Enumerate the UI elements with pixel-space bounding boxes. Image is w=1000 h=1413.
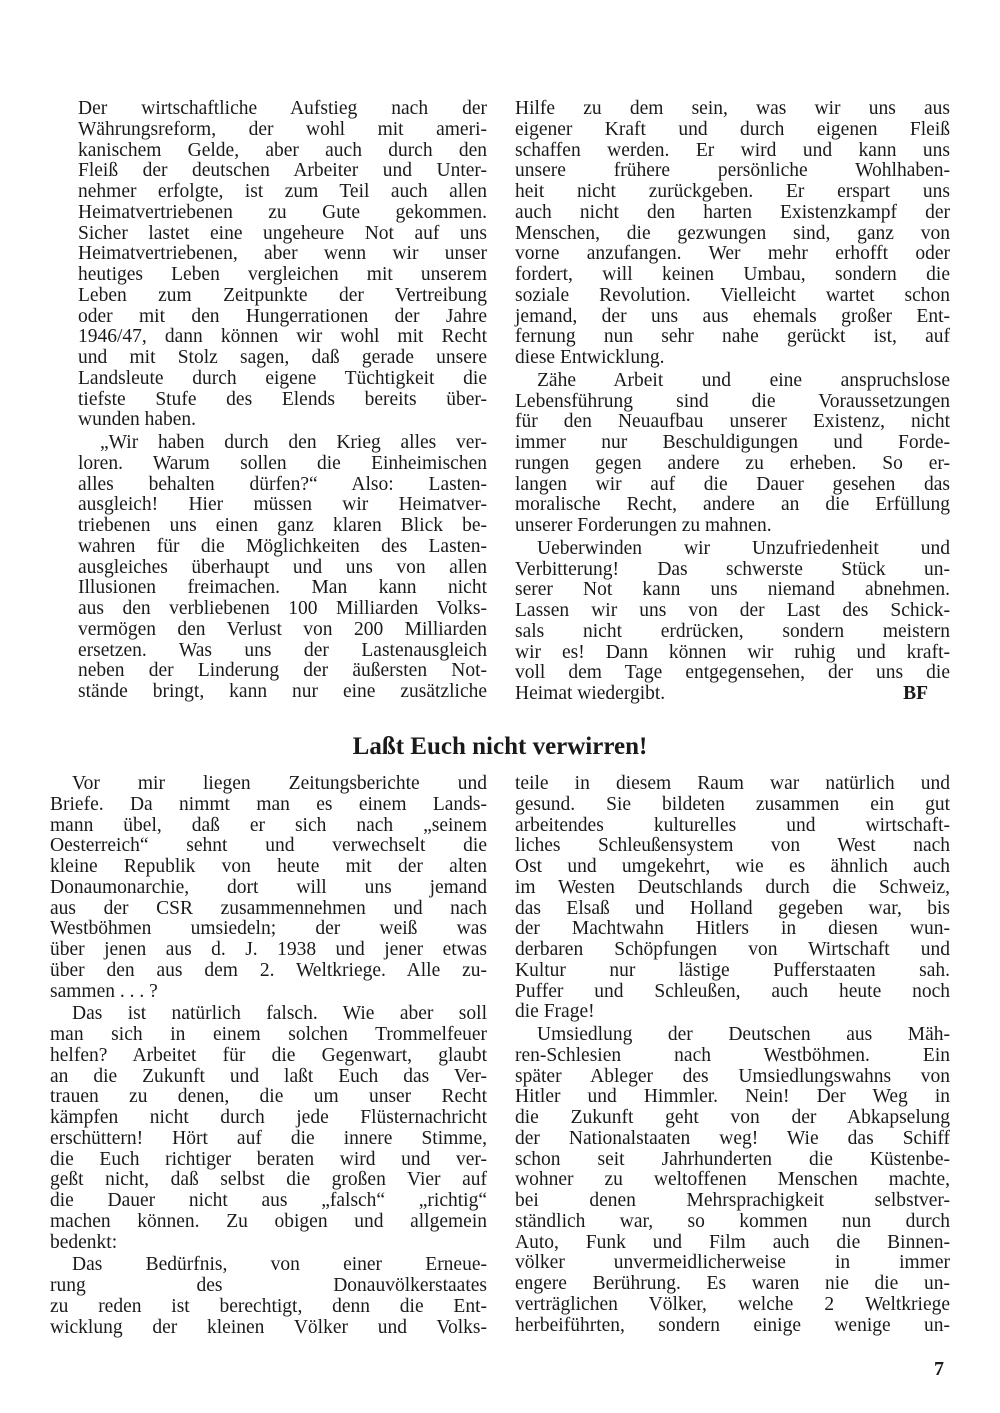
text-line: loren. Warum sollen die Einheimischen	[78, 452, 487, 474]
text-line: Landsleute durch eigene Tüchtigkeit die	[78, 367, 487, 389]
text-line: die Zukunft geht von der Abkapselung	[515, 1107, 950, 1128]
text-line: Der wirtschaftliche Aufstieg nach der	[78, 98, 487, 119]
text-line: Puffer und Schleußen, auch heute noch	[515, 980, 950, 1002]
text-line: ausgleiches überhaupt und uns von allen	[78, 556, 487, 578]
author-signature: BF	[903, 683, 928, 704]
text-line: nehmer erfolgte, ist zum Teil auch allen	[78, 181, 487, 202]
text-line: Zähe Arbeit und eine anspruchslose	[537, 369, 950, 391]
text-line: rungen gegen andere zu erheben. So er-	[515, 452, 950, 474]
text-line: heit nicht zurückgeben. Er erspart uns	[515, 181, 950, 202]
article2-column-left	[50, 774, 487, 1338]
text-line: fordert, will keinen Umbau, sondern die	[515, 264, 950, 285]
text-line: sals nicht erdrücken, sondern meistern	[515, 620, 950, 642]
text-line: über den aus dem 2. Weltkriege. Alle zu-	[50, 959, 487, 981]
paragraph	[50, 1255, 487, 1338]
paragraph	[515, 774, 950, 1023]
text-line: Umsiedlung der Deutschen aus Mäh-	[537, 1024, 950, 1045]
text-line: Das ist natürlich falsch. Wie aber soll	[72, 1003, 487, 1025]
text-line: wir es! Dann können wir ruhig und kraft-	[515, 641, 950, 663]
text-line: rung des Donauvölkerstaates	[50, 1275, 487, 1296]
paragraph	[515, 539, 950, 705]
text-line: „Wir haben durch den Krieg alles ver-	[100, 432, 487, 453]
text-line: Menschen, die gezwungen sind, ganz von	[515, 222, 950, 244]
text-line: Währungsreform, der wohl mit ameri-	[78, 118, 487, 140]
text-line: eigener Kraft und durch eigenen Fleiß	[515, 118, 950, 140]
text-line: auch nicht den harten Existenzkampf der	[515, 201, 950, 223]
text-line: man sich in einem solchen Trommelfeuer	[50, 1024, 487, 1045]
text-line: engere Berührung. Es waren nie die un-	[515, 1273, 950, 1294]
text-line: ständlich war, so kommen nun durch	[515, 1210, 950, 1232]
text-line: Oesterreich“ sehnt und verwechselt die	[50, 835, 487, 857]
text-line: triebenen uns einen ganz klaren Blick be-	[78, 515, 487, 536]
text-line: kanischem Gelde, aber auch durch den	[78, 139, 487, 161]
text-line: wahren für die Möglichkeiten des Lasten-	[78, 535, 487, 557]
text-line: schon seit Jahrhunderten die Küstenbe-	[515, 1148, 950, 1170]
text-line: Heimatvertriebenen zu Gute gekommen.	[78, 201, 487, 223]
text-line: ersetzen. Was uns der Lastenausgleich	[78, 639, 487, 661]
paragraph	[515, 371, 950, 537]
text-line: Sicher lastet eine ungeheure Not auf uns	[78, 222, 487, 244]
text-line: für den Neuaufbau unserer Existenz, nicht	[515, 411, 950, 433]
article-heading: Laßt Euch nicht verwirren!	[352, 733, 648, 760]
page-number: 7	[934, 1358, 944, 1380]
text-line: die Frage!	[515, 1001, 595, 1023]
text-line: schaffen werden. Er wird und kann uns	[515, 139, 950, 161]
text-line: verträglichen Völker, welche 2 Weltkriege	[515, 1293, 950, 1315]
text-line: soziale Revolution. Vielleicht wartet schon	[515, 284, 950, 306]
text-line: später Ableger des Umsiedlungswahns von	[515, 1065, 950, 1087]
text-line: bedenkt:	[50, 1231, 118, 1253]
text-line: vermögen den Verlust von 200 Milliarden	[78, 618, 487, 640]
paragraph	[515, 1025, 950, 1336]
text-line: im Westen Deutschlands durch die Schweiz,	[515, 876, 950, 898]
text-line: oder mit den Hungerrationen der Jahre	[78, 305, 487, 327]
text-line: alles behalten dürfen?“ Also: Lasten-	[78, 473, 487, 495]
text-line: voll dem Tage entgegensehen, der uns die	[515, 662, 950, 684]
text-line: unserer Forderungen zu mahnen.	[515, 515, 772, 536]
paragraph	[50, 1004, 487, 1253]
text-line: Heimat wiedergibt.	[515, 683, 666, 704]
text-line: Ost und umgekehrt, wie es ähnlich auch	[515, 856, 950, 877]
text-line: die Dauer nicht aus „falsch“ „richtig“	[50, 1190, 487, 1211]
text-line: machen können. Zu obigen und allgemein	[50, 1210, 487, 1232]
text-line: wicklung der kleinen Völker und Volks-	[50, 1316, 487, 1338]
text-line: ausgleich! Hier müssen wir Heimatver-	[78, 494, 487, 516]
text-line: langen wir auf die Dauer gesehen das	[515, 473, 950, 495]
article1-column-left	[78, 99, 487, 703]
text-line: helfen? Arbeitet für die Gegenwart, glaubt	[50, 1044, 487, 1066]
text-line: Kultur nur lästige Pufferstaaten sah.	[515, 959, 950, 981]
text-line: Leben zum Zeitpunkte der Vertreibung	[78, 284, 487, 306]
text-line: Auto, Funk und Film auch die Binnen-	[515, 1231, 950, 1253]
text-line: das Elsaß und Holland gegeben war, bis	[515, 897, 950, 919]
text-line: teile in diesem Raum war natürlich und	[515, 773, 950, 794]
text-line: Vor mir liegen Zeitungsberichte und	[72, 773, 487, 794]
text-line: vorne anzufangen. Wer mehr erhofft oder	[515, 243, 950, 265]
text-line: über jenen aus d. J. 1938 und jener etwas	[50, 939, 487, 960]
text-line: geßt nicht, daß selbst die großen Vier auf	[50, 1169, 487, 1191]
text-line: Verbitterung! Das schwerste Stück un-	[515, 558, 950, 580]
text-line: völker unvermeidlicherweise in immer	[515, 1252, 950, 1274]
text-line: der Machtwahn Hitlers in diesen wun-	[515, 918, 950, 940]
text-line: zu reden ist berechtigt, denn die Ent-	[50, 1295, 487, 1317]
text-line: trauen zu denen, die um unser Recht	[50, 1086, 487, 1108]
text-line: Fleiß der deutschen Arbeiter und Unter-	[78, 160, 487, 182]
text-line: Das Bedürfnis, von einer Erneue-	[72, 1254, 487, 1276]
text-line: wunden haben.	[78, 409, 197, 431]
text-line: der Nationalstaaten weg! Wie das Schiff	[515, 1127, 950, 1149]
text-line: und mit Stolz sagen, daß gerade unsere	[78, 347, 487, 368]
text-line: bei denen Mehrsprachigkeit selbstver-	[515, 1190, 950, 1211]
text-line: Illusionen freimachen. Man kann nicht	[78, 577, 487, 599]
text-line: Hitler und Himmler. Nein! Der Weg in	[515, 1086, 950, 1108]
text-line: wohner zu weltoffenen Menschen machte,	[515, 1169, 950, 1191]
text-line: tiefste Stufe des Elends bereits über-	[78, 388, 487, 410]
text-line: arbeitendes kulturelles und wirtschaft-	[515, 814, 950, 836]
text-line: neben der Linderung der äußersten Not-	[78, 660, 487, 682]
text-line: Westböhmen umsiedeln; der weiß was	[50, 918, 487, 940]
text-line: aus den verbliebenen 100 Milliarden Volks-	[78, 598, 487, 619]
text-line: diese Entwicklung.	[515, 347, 665, 368]
text-line: Donaumonarchie, dort will uns jemand	[50, 876, 487, 898]
text-line: die Euch richtiger beraten wird und ver-	[50, 1148, 487, 1170]
paragraph	[515, 99, 950, 369]
text-line: kleine Republik von heute mit der alten	[50, 856, 487, 877]
text-line: jemand, der uns aus ehemals großer Ent-	[515, 305, 950, 327]
article1-column-right	[515, 99, 950, 705]
text-line: heutiges Leben vergleichen mit unserem	[78, 264, 487, 285]
text-line: serer Not kann uns niemand abnehmen.	[515, 579, 950, 601]
article2-column-right	[515, 774, 950, 1336]
text-line: an die Zukunft und laßt Euch das Ver-	[50, 1065, 487, 1087]
text-line: stände bringt, kann nur eine zusätzliche	[78, 681, 487, 702]
text-line: fernung nun sehr nahe gerückt ist, auf	[515, 326, 950, 348]
text-line: derbaren Schöpfungen von Wirtschaft und	[515, 939, 950, 960]
text-line: ren-Schlesien nach Westböhmen. Ein	[515, 1044, 950, 1066]
text-line: herbeiführten, sondern einige wenige un-	[515, 1314, 950, 1336]
text-line: Lebensführung sind die Voraussetzungen	[515, 390, 950, 412]
text-line: kämpfen nicht durch jede Flüsternachricht	[50, 1107, 487, 1128]
paragraph	[50, 774, 487, 1002]
text-line: liches Schleußensystem von West nach	[515, 835, 950, 857]
text-line: moralische Recht, andere an die Erfüllung	[515, 494, 950, 516]
text-line: Hilfe zu dem sein, was wir uns aus	[515, 98, 950, 119]
text-line: aus der CSR zusammennehmen und nach	[50, 897, 487, 919]
paragraph	[78, 99, 487, 431]
text-line: immer nur Beschuldigungen und Forde-	[515, 432, 950, 453]
text-line: Heimatvertriebenen, aber wenn wir unser	[78, 243, 487, 265]
text-line: Lassen wir uns von der Last des Schick-	[515, 600, 950, 621]
text-line: Ueberwinden wir Unzufriedenheit und	[537, 537, 950, 559]
text-line: gesund. Sie bildeten zusammen ein gut	[515, 793, 950, 815]
text-line: erschüttern! Hört auf die innere Stimme,	[50, 1127, 487, 1149]
paragraph	[78, 433, 487, 703]
text-line: Briefe. Da nimmt man es einem Lands-	[50, 793, 487, 815]
text-line: mann übel, daß er sich nach „seinem	[50, 814, 487, 836]
text-line: 1946/47, dann können wir wohl mit Recht	[78, 326, 487, 348]
text-line: sammen . . . ?	[50, 980, 158, 1002]
text-line: unsere frühere persönliche Wohlhaben-	[515, 160, 950, 182]
